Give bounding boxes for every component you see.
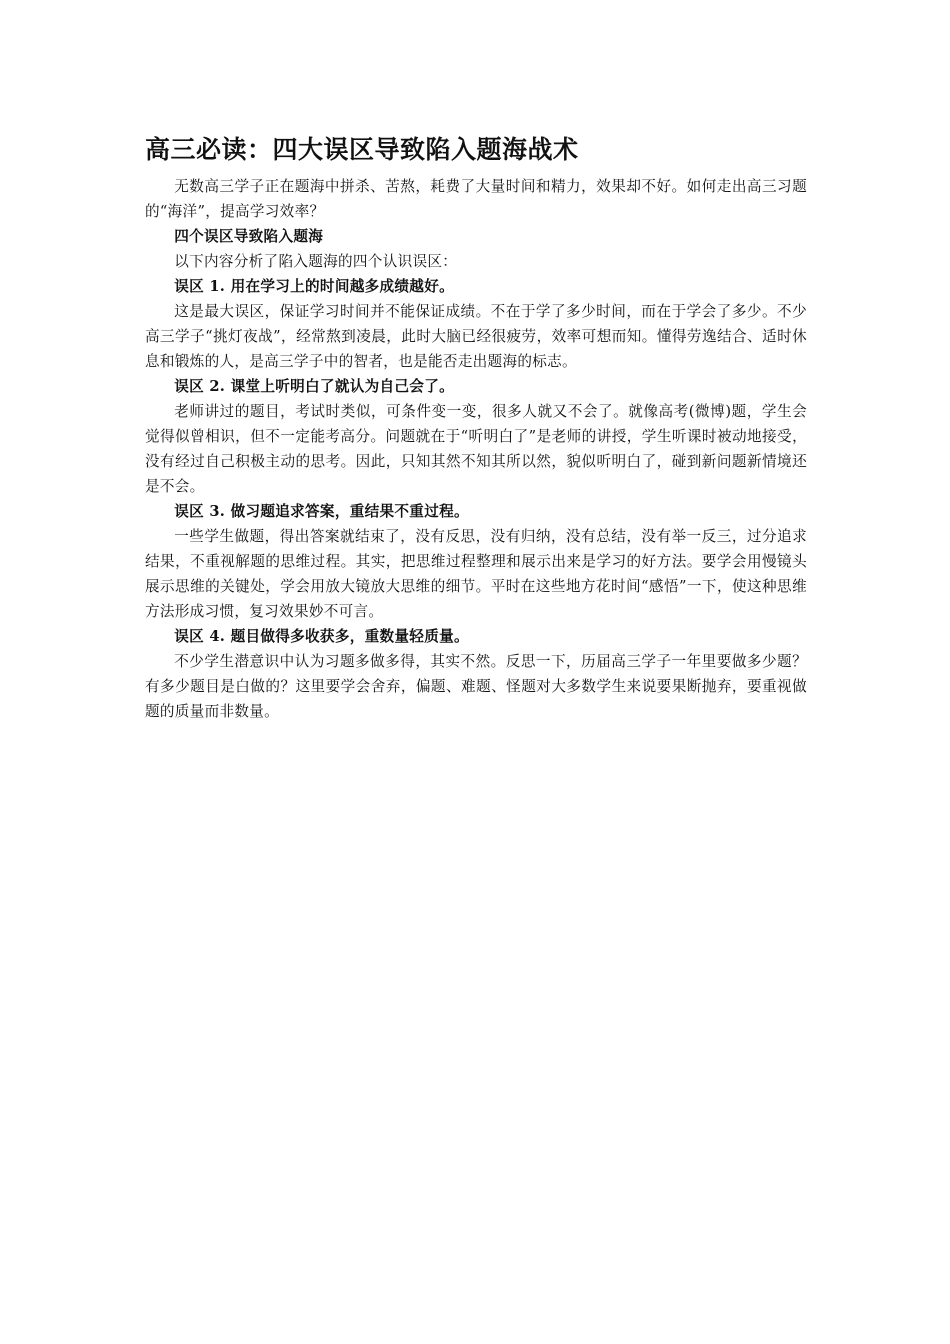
myth-1-heading: 误区 1. 用在学习上的时间越多成绩越好。	[174, 278, 454, 295]
myth-2-heading: 误区 2. 课堂上听明白了就认为自己会了。	[174, 378, 454, 395]
myth-2-body: 老师讲过的题目，考试时类似，可条件变一变，很多人就又不会了。就像高考(微博)题，学生会觉得似曾相识，但不一定能考高分。问题就在于“听明白了”是老师的讲授，学生听课时被动地接受，没有经过自己积极主动的思考。因此，只知其然不知其所以然，貌似听明白了，碰到新问题新情境还是不会。	[145, 403, 807, 495]
lead-paragraph: 以下内容分析了陷入题海的四个认识误区：	[174, 253, 458, 270]
myth-3-heading: 误区 3. 做习题追求答案，重结果不重过程。	[174, 503, 469, 520]
myth-4-body: 不少学生潜意识中认为习题多做多得，其实不然。反思一下，历届高三学子一年里要做多少题？有多少题目是白做的？这里要学会舍弃，偏题、难题、怪题对大多数学生来说要果断抛弃，要重视做题的质量而非数量。	[145, 653, 807, 720]
document-title: 高三必读：四大误区导致陷入题海战术	[145, 135, 579, 164]
document-page	[145, 132, 807, 724]
section-heading: 四个误区导致陷入题海	[174, 228, 324, 245]
myth-1-body: 这是最大误区，保证学习时间并不能保证成绩。不在于学了多少时间，而在于学会了多少。不少高三学子“挑灯夜战”，经常熬到凌晨，此时大脑已经很疲劳，效率可想而知。懂得劳逸结合、适时休息和锻炼的人，是高三学子中的智者，也是能否走出题海的标志。	[145, 303, 807, 370]
myth-3-body: 一些学生做题，得出答案就结束了，没有反思，没有归纳，没有总结，没有举一反三，过分追求结果，不重视解题的思维过程。其实，把思维过程整理和展示出来是学习的好方法。要学会用慢镜头展示思维的关键处，学会用放大镜放大思维的细节。平时在这些地方花时间“感悟”一下，使这种思维方法形成习惯，复习效果妙不可言。	[145, 528, 807, 620]
myth-4-heading: 误区 4. 题目做得多收获多，重数量轻质量。	[174, 628, 469, 645]
intro-paragraph: 无数高三学子正在题海中拼杀、苦熬，耗费了大量时间和精力，效果却不好。如何走出高三习题的“海洋”，提高学习效率？	[145, 178, 807, 220]
